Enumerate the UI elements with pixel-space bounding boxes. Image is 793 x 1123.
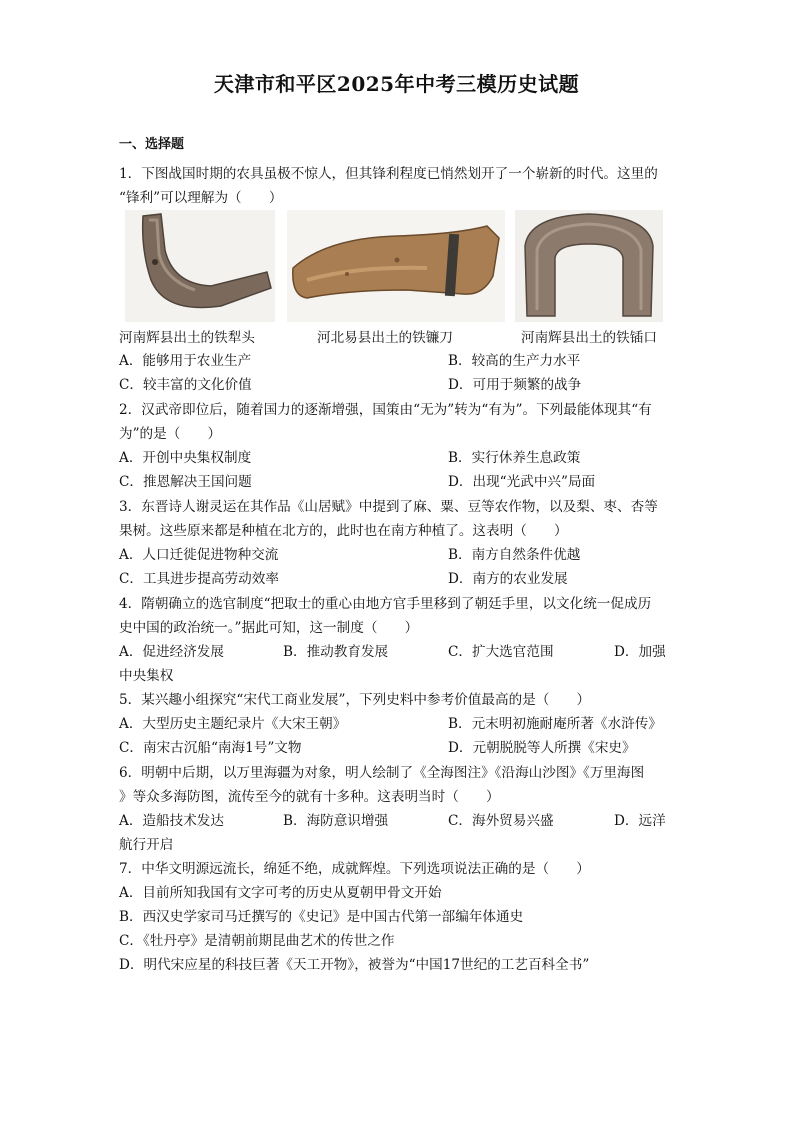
- question-1-figures: [115, 210, 685, 350]
- question-6-stem-line-2: 》等众多海防图，流传至今的就有十多种。这表明当时（ ）: [119, 789, 500, 805]
- question-7-option-a[interactable]: A．目前所知我国有文字可考的历史从夏朝甲骨文开始: [119, 885, 442, 901]
- question-1-stem-line-2: “锋利”可以理解为（ ）: [119, 190, 283, 206]
- question-2-option-a[interactable]: A．开创中央集权制度: [119, 450, 252, 466]
- question-2-stem-line-1: 2．汉武帝即位后，随着国力的逐渐增强，国策由“无为”转为“有为”。下列最能体现其“有: [119, 402, 652, 418]
- question-4-option-d[interactable]: D．加强: [614, 644, 666, 660]
- question-7-stem-line-1: 7．中华文明源远流长，绵延不绝，成就辉煌。下列选项说法正确的是（ ）: [119, 861, 590, 877]
- question-6-option-c[interactable]: C．海外贸易兴盛: [448, 813, 554, 829]
- question-7-option-b[interactable]: B．西汉史学家司马迁撰写的《史记》是中国古代第一部编年体通史: [119, 909, 524, 925]
- question-5-option-d[interactable]: D．元朝脱脱等人所撰《宋史》: [448, 740, 636, 756]
- question-4-option-a[interactable]: A．促进经济发展: [119, 644, 224, 660]
- question-3-option-c[interactable]: C．工具进步提高劳动效率: [119, 571, 279, 587]
- question-4-option-b[interactable]: B．推动教育发展: [283, 644, 389, 660]
- iron-spade-icon: [515, 210, 663, 322]
- question-3-stem-line-1: 3．东晋诗人谢灵运在其作品《山居赋》中提到了麻、粟、豆等农作物，以及梨、枣、杏等: [119, 499, 658, 515]
- section-heading: 一、选择题: [119, 137, 185, 152]
- question-6-stem-line-1: 6．明朝中后期，以万里海疆为对象，明人绘制了《全海图注》《沿海山沙图》《万里海图: [119, 765, 645, 781]
- question-1-option-c[interactable]: C．较丰富的文化价值: [119, 377, 252, 393]
- question-3-option-b[interactable]: B．南方自然条件优越: [448, 547, 581, 563]
- question-1-stem-line-1: 1．下图战国时期的农具虽极不惊人，但其锋利程度已悄然划开了一个崭新的时代。这里的: [119, 166, 658, 182]
- page-title: 天津市和平区2025年中考三模历史试题: [213, 72, 580, 96]
- question-2-option-c[interactable]: C．推恩解决王国问题: [119, 474, 252, 490]
- question-6-option-d[interactable]: D．远洋: [614, 813, 666, 829]
- question-6-option-a[interactable]: A．造船技术发达: [119, 813, 224, 829]
- question-3-option-a[interactable]: A．人口迁徙促进物种交流: [119, 547, 279, 563]
- question-5-option-b[interactable]: B．元末明初施耐庵所著《水浒传》: [448, 716, 662, 732]
- question-4-option-d-wrap: 中央集权: [119, 668, 174, 684]
- question-6-option-b[interactable]: B．海防意识增强: [283, 813, 389, 829]
- question-5-option-c[interactable]: C．南宋古沉船“南海1号”文物: [119, 740, 302, 756]
- question-3-option-d[interactable]: D．南方的农业发展: [448, 571, 568, 587]
- question-3-stem-line-2: 果树。这些原来都是种植在北方的，此时也在南方种植了。这表明（ ）: [119, 523, 568, 539]
- figure-caption-sickle: 河北易县出土的铁镰刀: [317, 330, 453, 346]
- question-1-option-d[interactable]: D．可用于频繁的战争: [448, 377, 582, 393]
- question-7-option-c[interactable]: C．《牡丹亭》是清朝前期昆曲艺术的传世之作: [119, 933, 395, 949]
- figure-caption-plough: 河南辉县出土的铁犁头: [119, 330, 255, 346]
- question-4-stem-line-2: 史中国的政治统一。”据此可知，这一制度（ ）: [119, 620, 419, 636]
- question-4-stem-line-1: 4．隋朝确立的选官制度“把取士的重心由地方官手里移到了朝廷手里，以文化统一促成历: [119, 596, 652, 612]
- figure-caption-spade: 河南辉县出土的铁锸口: [521, 330, 657, 346]
- question-5-stem-line-1: 5．某兴趣小组探究“宋代工商业发展”，下列史料中参考价值最高的是（ ）: [119, 692, 591, 708]
- question-2-stem-line-2: 为”的是（ ）: [119, 426, 222, 442]
- question-1-option-a[interactable]: A．能够用于农业生产: [119, 353, 252, 369]
- iron-plough-icon: [125, 210, 275, 322]
- question-1-option-b[interactable]: B．较高的生产力水平: [448, 353, 581, 369]
- question-7-option-d[interactable]: D．明代宋应星的科技巨著《天工开物》，被誉为“中国17世纪的工艺百科全书”: [119, 957, 590, 973]
- question-5-option-a[interactable]: A．大型历史主题纪录片《大宋王朝》: [119, 716, 347, 732]
- iron-sickle-icon: [287, 210, 505, 322]
- question-2-option-d[interactable]: D．出现“光武中兴”局面: [448, 474, 596, 490]
- question-6-option-d-wrap: 航行开启: [119, 837, 174, 853]
- question-2-option-b[interactable]: B．实行休养生息政策: [448, 450, 581, 466]
- question-4-option-c[interactable]: C．扩大选官范围: [448, 644, 554, 660]
